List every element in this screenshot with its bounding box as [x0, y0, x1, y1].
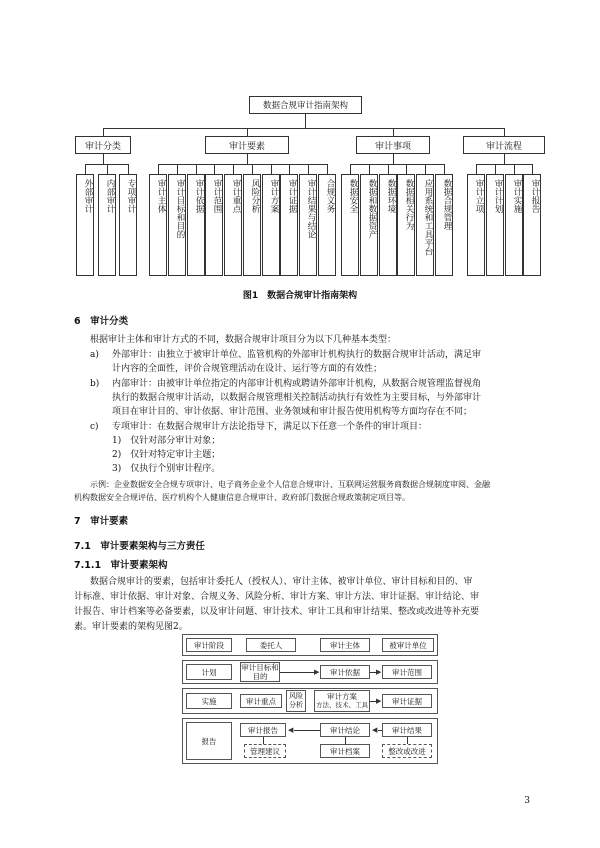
- s6-item-b-label: b): [90, 379, 100, 389]
- fig1-leaf: 审计重点: [224, 174, 242, 276]
- fig1-leaf: 审计立项: [467, 174, 485, 276]
- fig1-leaf: 审计方案: [262, 174, 280, 276]
- fig1-leaf: 审计目标和目的: [168, 174, 186, 276]
- s6-item-b-line2: 执行的数据合规审计活动，以数据合规管理相关控制活动执行有效性为主要目标，与外部审计: [112, 393, 482, 403]
- fig1-group-audit-elements: 审计要素: [205, 136, 289, 154]
- fig1-leaf: 合规义务: [318, 174, 336, 276]
- fig1-leaf: 审计证据: [280, 174, 298, 276]
- s6-item-c-label: c): [90, 422, 99, 432]
- fig1-leaf: 审计报告: [523, 174, 541, 276]
- section-7-1-1-heading: 7.1.1 审计要素架构: [74, 560, 168, 571]
- fig2-auditee: 被审计单位: [382, 638, 434, 652]
- s6-item-a-line2: 计内容的全面性，评价合规管理活动在设计、运行等方面的有效性；: [112, 364, 383, 374]
- section-6-heading: 6 审计分类: [74, 316, 129, 327]
- s6-item-a-line1: 外部审计：由独立于被审计单位、监管机构的外部审计机构执行的数据合规审计活动，满足审: [112, 350, 482, 360]
- s7-para-line2: 计标准、审计依据、审计对象、合规义务、风险分析、审计方案、审计方法、审计证据、审计结论、审: [74, 592, 480, 602]
- s6-item-b-line1: 内部审计：由被审计单位指定的内部审计机构或聘请外部审计机构，从数据合规管理监督视角: [112, 379, 482, 389]
- fig1-leaf: 数据相关行为: [397, 174, 415, 276]
- fig2-impl-risk: 风险分析: [286, 690, 306, 712]
- fig2-report-conclusion: 审计结论: [320, 723, 370, 737]
- fig1-leaf: 风险分析: [243, 174, 261, 276]
- s7-para-line4: 素。审计要素的架构见图2。: [74, 622, 188, 632]
- fig2-plan-basis: 审计依据: [320, 665, 370, 679]
- page-number: 3: [524, 796, 530, 806]
- fig2-plan-scope: 审计范围: [382, 665, 432, 679]
- fig2-stage-report: 报告: [186, 722, 232, 760]
- figure-1-caption: 图1 数据合规审计指南架构: [242, 291, 358, 301]
- s6-subitem: 3) 仅执行个别审计程序。: [112, 464, 221, 474]
- fig2-auditor: 审计主体: [320, 638, 370, 652]
- fig1-leaf: 应用系统和工具平台: [416, 174, 434, 276]
- fig1-leaf: 审计实施: [505, 174, 523, 276]
- s6-item-b-line3: 项目在审计目的、审计依据、审计范围、业务领域和审计报告使用机构等方面均存在不同；: [112, 407, 473, 417]
- section-7-heading: 7 审计要素: [74, 516, 129, 527]
- s6-subitem: 2) 仅针对特定审计主题；: [112, 450, 221, 460]
- s7-para-line1: 数据合规审计的要素，包括审计委托人（授权人）、审计主体、被审计单位、审计目标和目的、审: [90, 577, 473, 587]
- s6-example-line1: 示例：企业数据安全合规专项审计、电子商务企业个人信息合规审计、互联网运营服务商数据合规制度审阅、金融: [90, 480, 490, 489]
- fig1-leaf: 审计计划: [486, 174, 504, 276]
- section-7-1-heading: 7.1 审计要素架构与三方责任: [74, 541, 205, 552]
- fig2-stage-header: 审计阶段: [186, 638, 232, 652]
- fig2-report-archive: 审计档案: [320, 744, 370, 758]
- fig2-client: 委托人: [246, 638, 296, 652]
- fig2-report-rectify: 整改或改进: [382, 744, 432, 758]
- s6-item-c-line1: 专项审计：在数据合规审计方法论指导下，满足以下任意一个条件的审计项目：: [112, 422, 428, 432]
- fig1-leaf: 审计依据: [187, 174, 205, 276]
- s6-subitem: 1) 仅针对部分审计对象；: [112, 436, 221, 446]
- fig1-root: 数据合规审计指南架构: [249, 96, 362, 114]
- fig1-leaf: 数据合规管理: [435, 174, 453, 276]
- fig2-report-result: 审计结果: [382, 723, 432, 737]
- fig1-leaf: 审计范围: [205, 174, 223, 276]
- s6-intro: 根据审计主体和审计方式的不同，数据合规审计项目分为以下几种基本类型：: [90, 335, 397, 345]
- fig2-impl-evidence: 审计证据: [382, 694, 432, 708]
- fig1-leaf: 审计主体: [149, 174, 167, 276]
- fig2-impl-focus: 审计重点: [240, 694, 282, 708]
- fig2-impl-plan: [314, 690, 370, 712]
- fig1-leaf: 审计结果与结论: [299, 174, 317, 276]
- s6-item-a-label: a): [90, 350, 99, 360]
- s6-example-line2: 机构数据安全合规评估、医疗机构个人健康信息合规审计、政府部门数据合规政策制定项目等。: [74, 493, 410, 502]
- fig2-report-report: 审计报告: [240, 723, 286, 737]
- fig1-group-audit-type: 审计分类: [75, 136, 131, 154]
- fig2-impl-plan-label: 审计方案: [327, 692, 357, 701]
- fig1-leaf: 数据环境: [379, 174, 397, 276]
- fig2-impl-methods: 方法、技术、工具: [316, 701, 368, 709]
- s7-para-line3: 计报告、审计档案等必备要素，以及审计问题、审计技术、审计工具和审计结果、整改或改进等补充要: [74, 607, 480, 617]
- fig1-leaf: 外部审计: [76, 174, 94, 276]
- fig1-leaf: 内部审计: [98, 174, 116, 276]
- fig2-plan-goal: 审计目标和目的: [241, 663, 279, 681]
- fig1-leaf: 数据和数据资产: [360, 174, 378, 276]
- fig1-leaf: 数据安全: [341, 174, 359, 276]
- fig1-group-audit-process: 审计流程: [463, 136, 545, 154]
- fig2-stage-plan: 计划: [186, 664, 232, 680]
- fig2-report-advice: 管理建议: [244, 744, 286, 758]
- fig2-stage-impl: 实施: [186, 693, 232, 709]
- fig1-leaf: 专项审计: [119, 174, 137, 276]
- fig1-group-audit-matters: 审计事项: [356, 136, 430, 154]
